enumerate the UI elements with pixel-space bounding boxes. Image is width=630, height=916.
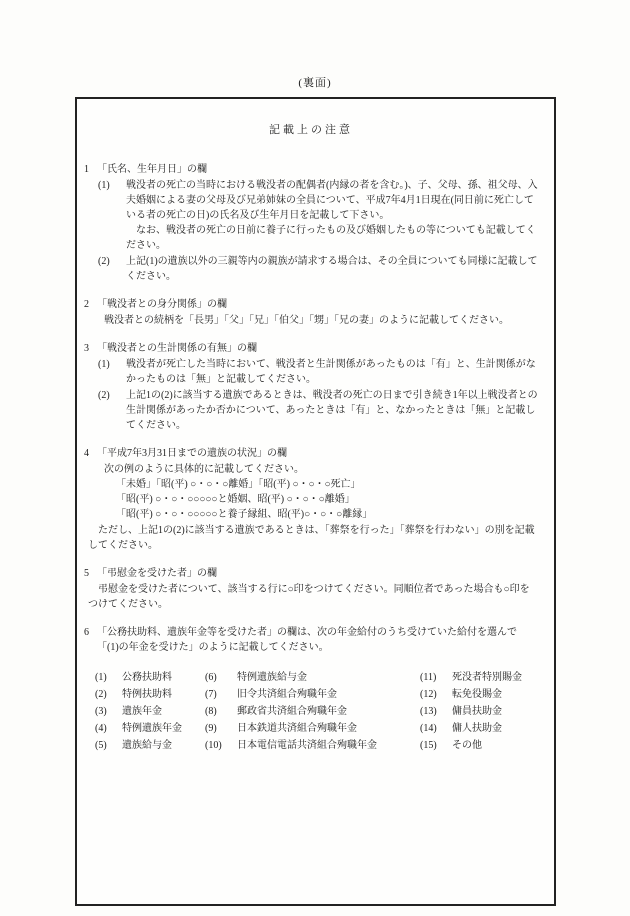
pension-name: 日本鉄道共済組合殉職年金 — [237, 723, 357, 734]
pension-number: (8) — [205, 706, 217, 717]
pension-item — [420, 737, 538, 754]
section-note-text: ただし、上記1の(2)に該当する遺族であるときは、「葬祭を行った」「葬祭を行わない」の別を記載してください。 — [88, 525, 535, 551]
section-name-birthdate — [84, 162, 538, 284]
pension-number: (5) — [95, 740, 107, 751]
section-text: 「公務扶助料、遺族年金等を受けた者」の欄は、次の年金給付のうち受けていた給付を選んで「(1)の年金を受けた」のように記載してください。 — [97, 627, 517, 653]
section-number: 5 — [84, 568, 89, 579]
pension-item — [420, 703, 538, 720]
example-line: 「未婚」「昭(平) ○・○・○離婚」「昭(平) ○・○・○死亡」 — [116, 479, 361, 490]
section-number: 4 — [84, 448, 89, 459]
pension-number: (9) — [205, 723, 217, 734]
pension-name: 特例扶助料 — [122, 689, 172, 700]
section-heading: 「平成7年3月31日までの遺族の状況」の欄 — [97, 448, 287, 459]
section-heading: 「戦没者との生計関係の有無」の欄 — [97, 343, 257, 354]
pension-column-1 — [95, 669, 205, 754]
pension-number: (3) — [95, 706, 107, 717]
section-body — [84, 582, 538, 612]
section-heading-row — [84, 625, 538, 655]
pension-name: 特例遺族年金 — [122, 723, 182, 734]
pension-item — [420, 686, 538, 703]
pension-name: 遺族年金 — [122, 706, 162, 717]
pension-item — [205, 720, 420, 737]
sub-item-label: (2) — [98, 256, 110, 267]
pension-column-2 — [205, 669, 420, 754]
pension-name: 郵政省共済組合殉職年金 — [237, 706, 347, 717]
section-relationship — [84, 297, 538, 328]
pension-name: 特例遺族給与金 — [237, 672, 307, 683]
pension-item — [205, 686, 420, 703]
section-number: 3 — [84, 343, 89, 354]
sub-item-text: 上記1の(2)に該当する遺族であるときは、戦没者の死亡の日まで引き続き1年以上戦没者との生計関係があったか否かについて、あったときは「有」と、なかったときは「無」と記載してください。 — [126, 390, 538, 431]
section-number: 1 — [84, 164, 89, 175]
pension-item — [205, 703, 420, 720]
sub-item-label: (1) — [98, 180, 110, 191]
section-number: 2 — [84, 299, 89, 310]
section-body — [84, 462, 538, 522]
section-number: 6 — [84, 627, 89, 638]
pension-name: 遺族給与金 — [122, 740, 172, 751]
pension-item — [420, 720, 538, 737]
sub-item-text: 戦没者の死亡の当時における戦没者の配偶者(内縁の者を含む。)、子、父母、孫、祖父母、入夫婚姻による妻の父母及び兄弟姉妹の全員について、平成7年4月1日現在(同日前に死亡している者の死亡の日)の氏名及び生年月日を記載して下さい。 — [126, 180, 538, 221]
example-line: 「昭(平) ○・○・○○○○○と養子縁組、昭(平)○・○・○離縁」 — [116, 509, 373, 520]
pension-column-3 — [420, 669, 538, 754]
pension-item — [95, 686, 205, 703]
pension-number: (7) — [205, 689, 217, 700]
section-survivor-status — [84, 446, 538, 553]
pension-item — [205, 737, 420, 754]
section-body-text: 弔慰金を受けた者について、該当する行に○印をつけてください。同順位者であった場合も○印をつけてください。 — [88, 584, 530, 610]
sub-item-body — [126, 357, 538, 387]
pension-number: (14) — [420, 723, 437, 734]
sub-item — [84, 388, 538, 433]
section-heading-row — [84, 162, 538, 177]
pension-number: (4) — [95, 723, 107, 734]
sub-item — [84, 178, 538, 253]
section-heading-row — [84, 566, 538, 581]
section-heading: 「氏名、生年月日」の欄 — [97, 164, 207, 175]
pension-number: (12) — [420, 689, 437, 700]
pension-number: (10) — [205, 740, 222, 751]
example-line: 「昭(平) ○・○・○○○○○と婚姻、昭(平) ○・○・○離婚」 — [116, 494, 355, 505]
section-livelihood-relation — [84, 341, 538, 433]
pension-item — [95, 720, 205, 737]
sub-item-body — [126, 178, 538, 253]
pension-number: (11) — [420, 672, 437, 683]
pension-name: 転免役賜金 — [452, 689, 502, 700]
pension-number: (1) — [95, 672, 107, 683]
section-heading-row — [84, 341, 538, 356]
sub-item-text: 戦没者が死亡した当時において、戦没者と生計関係があったものは「有」と、生計関係がなかったものは「無」と記載してください。 — [126, 359, 536, 385]
section-body — [84, 313, 538, 328]
pension-list — [84, 669, 538, 754]
pension-number: (2) — [95, 689, 107, 700]
pension-name: 傭人扶助金 — [452, 723, 502, 734]
section-intro: 次の例のように具体的に記載してください。 — [104, 464, 304, 475]
section-condolence-money — [84, 566, 538, 612]
sub-item — [84, 357, 538, 387]
sub-item-label: (2) — [98, 390, 110, 401]
section-heading: 「戦没者との身分関係」の欄 — [97, 299, 227, 310]
sub-item-body — [126, 388, 538, 433]
section-body-text: 戦没者との続柄を「長男」「父」「兄」「伯父」「甥」「兄の妻」のように記載してください。 — [104, 315, 509, 326]
section-heading: 「弔慰金を受けた者」の欄 — [97, 568, 217, 579]
page-side-label: (裏面) — [298, 77, 332, 89]
pension-name: 傭員扶助金 — [452, 706, 502, 717]
pension-item — [95, 703, 205, 720]
pension-number: (6) — [205, 672, 217, 683]
pension-item — [205, 669, 420, 686]
section-heading-row — [84, 446, 538, 461]
section-note — [84, 523, 538, 553]
notice-title: 記載上の注意 — [269, 124, 353, 136]
section-heading-row — [84, 297, 538, 312]
pension-item — [420, 669, 538, 686]
pension-name: 日本電信電話共済組合殉職年金 — [237, 740, 377, 751]
pension-name: その他 — [452, 740, 482, 751]
pension-name: 死没者特別賜金 — [452, 672, 522, 683]
pension-item — [95, 669, 205, 686]
pension-number: (15) — [420, 740, 437, 751]
sub-item-note: なお、戦没者の死亡の日前に養子に行ったもの及び婚姻したもの等についても記載してください。 — [126, 225, 536, 251]
pension-name: 旧令共済組合殉職年金 — [237, 689, 337, 700]
sub-item-body — [126, 254, 538, 284]
section-pension-recipients — [84, 625, 538, 754]
pension-name: 公務扶助料 — [122, 672, 172, 683]
pension-number: (13) — [420, 706, 437, 717]
sub-item-label: (1) — [98, 359, 110, 370]
notice-frame — [75, 97, 556, 906]
sub-item-text: 上記(1)の遺族以外の三親等内の親族が請求する場合は、その全員についても同様に記載してください。 — [126, 256, 538, 282]
pension-item — [95, 737, 205, 754]
sub-item — [84, 254, 538, 284]
example-lines — [104, 477, 538, 522]
